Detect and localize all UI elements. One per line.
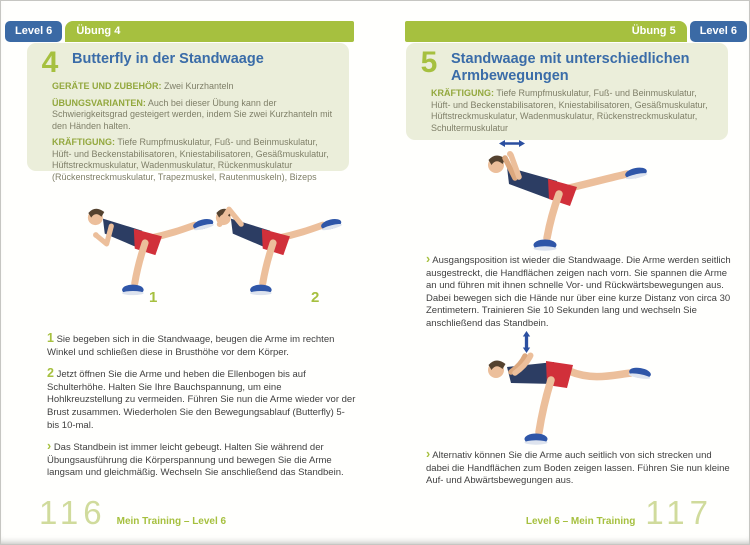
info-label: KRÄFTIGUNG:: [52, 137, 115, 147]
step-paragraph: [426, 253, 737, 331]
exercise-photo-arm-lift: [451, 335, 671, 456]
page-right: [376, 1, 750, 544]
step-text: Alternativ können Sie die Arme auch seitlich von sich strecken und dabei die Handflächen zum Boden zeigen lassen. Führen Sie nun kleine Auf- und Abwärtsbewegungen aus.: [426, 450, 730, 487]
step-text: Jetzt öffnen Sie die Arme und heben die Ellenbogen bis auf Schulterhöhe. Halten Sie Ihre Bauchspannung, um eine Hohlkreuzstellung zu vermeiden. Führen Sie nun die Arme wieder vor der Brust zusammen. Wiederholen Sie den Bewegungsablauf (Butterfly) 5- bis 10-mal.: [47, 369, 356, 431]
instruction-steps: [426, 448, 737, 496]
step-paragraph: [47, 440, 358, 480]
info-item: [52, 81, 337, 93]
person-figure: [199, 197, 349, 302]
person-figure: [451, 335, 671, 451]
instruction-steps: [47, 332, 358, 488]
page-left: [1, 1, 376, 544]
step-text: Das Standbein ist immer leicht gebeugt. Halten Sie während der Übungsausführung die Körperspannung und bewegen Sie die Arme langsam und gleichmäßig. Wechseln Sie anschließend das Standbein.: [47, 442, 344, 479]
page-footer-right: [526, 494, 713, 532]
exercise-title-row: [406, 43, 728, 87]
info-item: [431, 88, 716, 134]
bullet-arrow: ›: [47, 439, 52, 454]
info-list: [406, 87, 728, 134]
step-paragraph: [47, 332, 358, 359]
info-item: [52, 98, 337, 133]
level-badge: Level 6: [5, 21, 62, 42]
running-footer: Mein Training – Level 6: [116, 516, 227, 527]
exercise-title: Standwaage mit unterschiedlichen Armbewegungen: [451, 51, 690, 84]
instruction-steps: [426, 253, 737, 339]
exercise-number: 4: [41, 46, 59, 79]
exercise-title-row: [27, 43, 349, 80]
exercise-tab: Übung 4: [65, 21, 354, 42]
info-text: Tiefe Rumpfmuskulatur, Fuß- und Beinmuskulatur, Hüft- und Beckenstabilisatoren, Kniestabilisatoren, Gesäßmuskulatur, Hüftstreckmuskulatur, Wadenmuskulatur, Rückenstreckmuskulatur, Schultermuskulatur: [431, 88, 708, 133]
page-footer-left: [39, 494, 226, 532]
info-item: [52, 137, 337, 183]
level-badge: Level 6: [690, 21, 747, 42]
step-number: 2: [47, 366, 54, 381]
exercise-title: Butterfly in der Standwaage: [72, 51, 264, 67]
bullet-arrow: ›: [426, 447, 431, 461]
info-label: ÜBUNGSVARIANTEN:: [52, 97, 146, 108]
exercise-photo-pose-2: [199, 197, 349, 307]
exercise-info-box: [27, 43, 349, 182]
step-number: 1: [47, 331, 54, 345]
bullet-arrow: ›: [426, 252, 431, 266]
info-label: GERÄTE UND ZUBEHÖR:: [52, 81, 162, 91]
header-tabs-right: [405, 21, 747, 42]
exercise-info-box: [406, 43, 728, 140]
step-paragraph: [47, 367, 358, 432]
info-text: Zwei Kurzhanteln: [164, 81, 234, 91]
exercise-photo-arm-swing: [469, 147, 709, 258]
header-tabs-left: [5, 21, 354, 42]
page-number: 117: [645, 494, 713, 531]
page-number: 116: [39, 494, 107, 531]
running-footer: Level 6 – Mein Training: [525, 516, 636, 527]
info-text: Tiefe Rumpfmuskulatur, Fuß- und Beinmuskulatur, Hüft- und Beckenstabilisatoren, Kniestabilisatoren, Gesäßmuskulatur, Hüftstreckmuskulatur, Wadenmuskulatur, Rückenmuskulatur (Rückenstreckmuskulatur, Trapezmuskel, Rautenmuskeln), Bizeps: [52, 137, 329, 182]
person-figure: [469, 147, 709, 253]
photo-number-1: 1: [149, 289, 158, 306]
info-text: Auch bei dieser Übung kann der Schwierigkeitsgrad gesteigert werden, indem Sie zwei Kurzhanteln mit den Händen halten.: [52, 97, 333, 131]
photo-number-2: 2: [311, 289, 320, 306]
step-paragraph: [426, 448, 737, 488]
exercise-number: 5: [420, 46, 438, 79]
step-text: Sie begeben sich in die Standwaage, beugen die Arme im rechten Winkel und schließen diese in Brusthöhe vor dem Körper.: [47, 334, 335, 358]
exercise-tab: Übung 5: [405, 21, 687, 42]
info-list: [27, 80, 349, 183]
step-text: Ausgangsposition ist wieder die Standwaage. Die Arme werden seitlich ausgestreckt, die Handflächen zeigen nach vorn. Sie spannen die Arme an und führen mit ihnen schnelle Vor- und Rückwärtsbewegungen aus. Dabei bewegen sich die Hände nur über eine kurze Distanz von circa 30 Zentimetern. Trainieren Sie 10 Sekunden lang und wechseln Sie anschließend das Standbein.: [426, 255, 731, 329]
info-label: KRÄFTIGUNG:: [431, 88, 494, 98]
